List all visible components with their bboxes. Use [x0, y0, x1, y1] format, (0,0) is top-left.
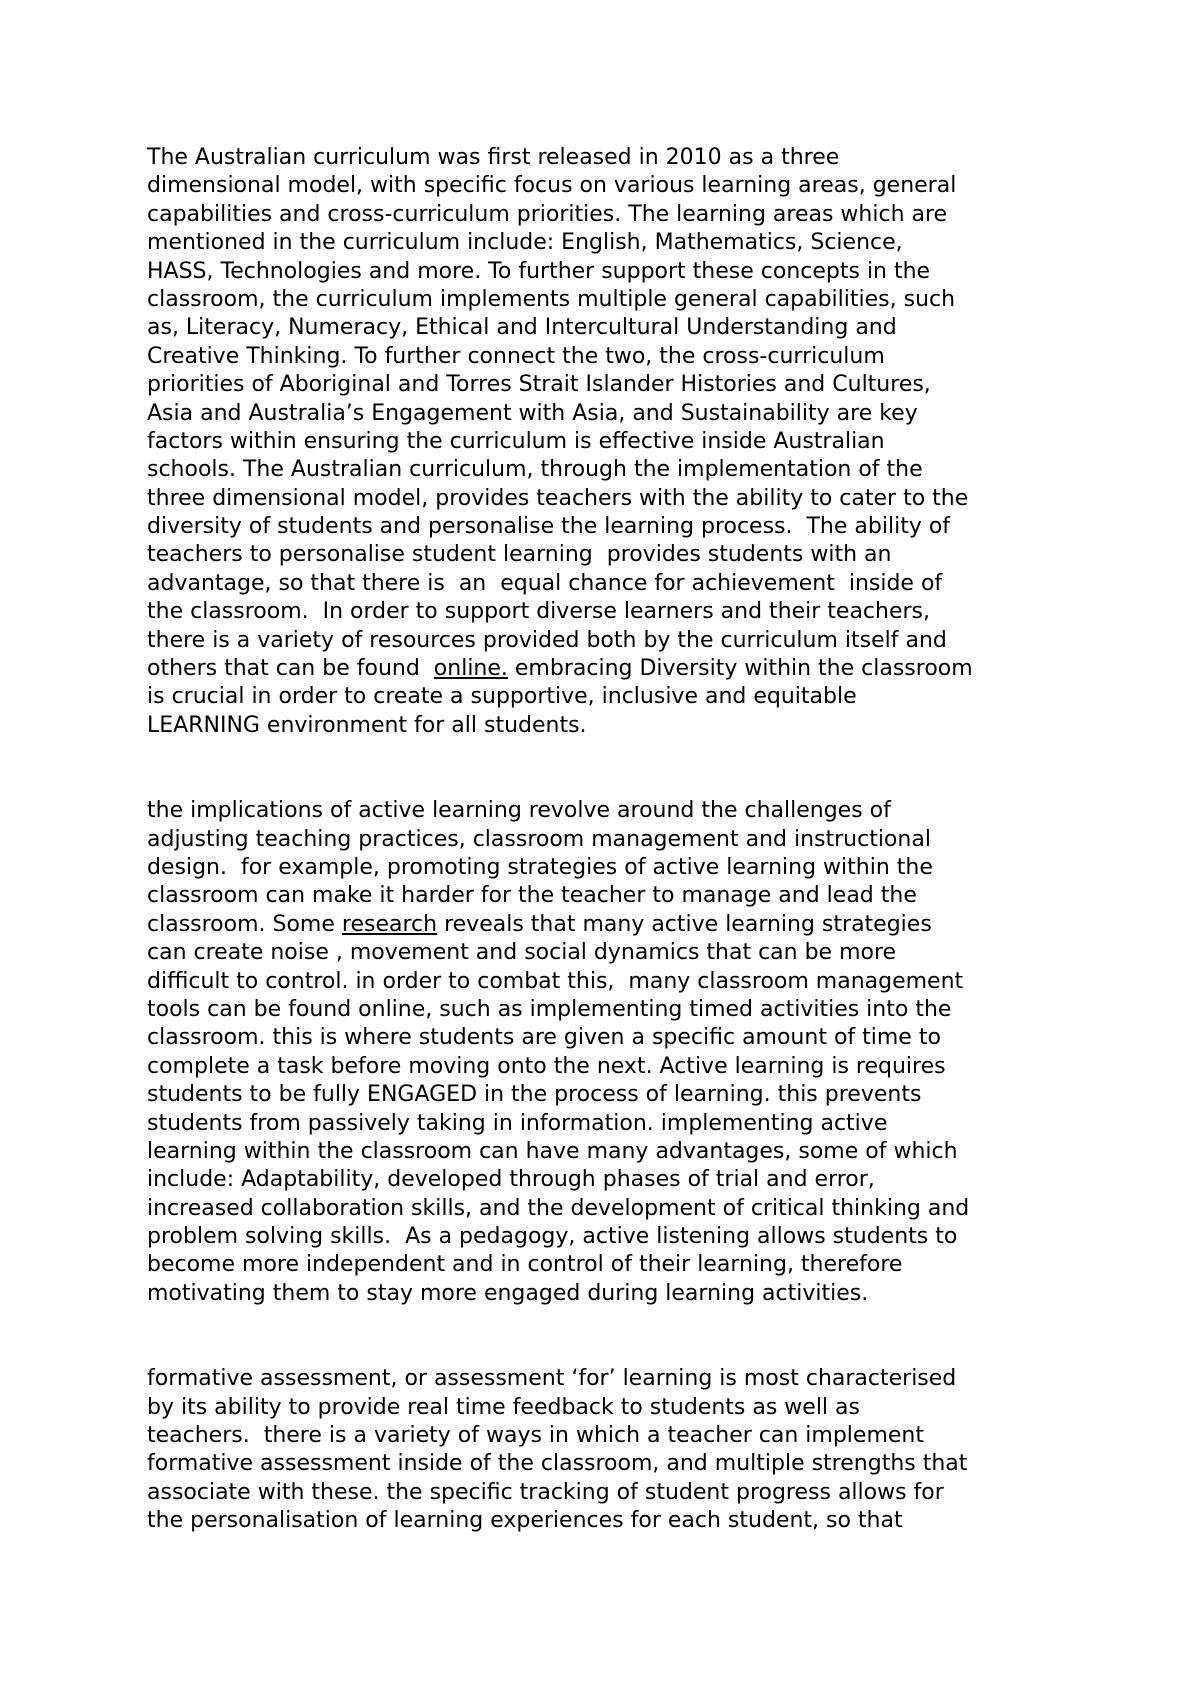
text-line — [147, 314, 1077, 342]
hyperlink[interactable]: online. — [433, 656, 508, 682]
text-line — [147, 1507, 1077, 1535]
text-segment: reveals that many active learning strategies — [437, 911, 932, 937]
text-segment: others that can be found — [147, 656, 434, 682]
text-segment: the personalisation of learning experiences for each student, so that — [147, 1508, 903, 1534]
text-segment: associate with these. the specific tracking of student progress allows for — [147, 1479, 944, 1505]
text-line — [147, 229, 1077, 257]
text-line — [147, 343, 1077, 371]
text-line — [147, 655, 1077, 683]
text-segment: schools. The Australian curriculum, through the implementation of the — [147, 457, 923, 483]
text-segment: design. for example, promoting strategies of active learning within the — [147, 854, 933, 880]
text-line — [147, 1110, 1077, 1138]
text-line — [147, 201, 1077, 229]
text-segment: LEARNING environment for all students. — [147, 712, 587, 738]
text-segment: embracing Diversity within the classroom — [507, 656, 973, 682]
text-line — [147, 712, 1077, 740]
text-segment: learning within the classroom can have many advantages, some of which — [147, 1138, 958, 1164]
text-line — [147, 1422, 1077, 1450]
text-segment: as, Literacy, Numeracy, Ethical and Intercultural Understanding and — [147, 315, 897, 341]
text-line — [147, 1195, 1077, 1223]
text-segment: Creative Thinking. To further connect the two, the cross-curriculum — [147, 343, 885, 369]
paragraph-spacer — [147, 740, 1077, 797]
text-line — [147, 1251, 1077, 1279]
text-segment: classroom, the curriculum implements multiple general capabilities, such — [147, 286, 956, 312]
text-line — [147, 400, 1077, 428]
text-segment: advantage, so that there is an equal chance for achievement inside of — [147, 570, 943, 596]
text-segment: become more independent and in control of their learning, therefore — [147, 1252, 903, 1278]
text-segment: formative assessment, or assessment ‘for’ learning is most characterised — [147, 1366, 957, 1392]
text-line — [147, 371, 1077, 399]
text-line — [147, 683, 1077, 711]
text-line — [147, 1479, 1077, 1507]
text-line — [147, 1365, 1077, 1393]
text-segment: mentioned in the curriculum include: English, Mathematics, Science, — [147, 230, 903, 256]
text-line — [147, 627, 1077, 655]
text-line — [147, 286, 1077, 314]
text-segment: capabilities and cross-curriculum priorities. The learning areas which are — [147, 201, 948, 227]
text-segment: formative assessment inside of the classroom, and multiple strengths that — [147, 1451, 968, 1477]
text-line — [147, 172, 1077, 200]
text-line — [147, 1053, 1077, 1081]
text-segment: difficult to control. in order to combat this, many classroom management — [147, 968, 964, 994]
text-segment: is crucial in order to create a supportive, inclusive and equitable — [147, 684, 857, 710]
text-segment: priorities of Aboriginal and Torres Strait Islander Histories and Cultures, — [147, 372, 931, 398]
text-segment: factors within ensuring the curriculum is effective inside Australian — [147, 428, 885, 454]
text-line — [147, 1138, 1077, 1166]
text-segment: students to be fully ENGAGED in the process of learning. this prevents — [147, 1082, 922, 1108]
paragraph-australian-curriculum — [147, 144, 1077, 740]
text-segment: three dimensional model, provides teachers with the ability to cater to the — [147, 485, 969, 511]
text-line — [147, 541, 1077, 569]
text-line — [147, 1223, 1077, 1251]
text-line — [147, 882, 1077, 910]
text-segment: adjusting teaching practices, classroom management and instructional — [147, 826, 931, 852]
text-segment: problem solving skills. As a pedagogy, active listening allows students to — [147, 1224, 958, 1250]
text-line — [147, 258, 1077, 286]
text-segment: classroom can make it harder for the teacher to manage and lead the — [147, 883, 917, 909]
text-segment: there is a variety of resources provided both by the curriculum itself and — [147, 627, 947, 653]
text-line — [147, 485, 1077, 513]
text-segment: the implications of active learning revolve around the challenges of — [147, 798, 891, 824]
text-line — [147, 598, 1077, 626]
paragraph-formative-assessment — [147, 1365, 1077, 1535]
text-line — [147, 1394, 1077, 1422]
text-line — [147, 428, 1077, 456]
text-line — [147, 797, 1077, 825]
text-line — [147, 854, 1077, 882]
text-segment: the classroom. In order to support diverse learners and their teachers, — [147, 599, 931, 625]
text-segment: by its ability to provide real time feedback to students as well as — [147, 1394, 860, 1420]
text-line — [147, 996, 1077, 1024]
text-segment: teachers to personalise student learning provides students with an — [147, 542, 892, 568]
text-line — [147, 1081, 1077, 1109]
text-line — [147, 1450, 1077, 1478]
text-segment: classroom. Some — [147, 911, 342, 937]
text-segment: include: Adaptability, developed through phases of trial and error, — [147, 1167, 875, 1193]
text-segment: dimensional model, with specific focus on various learning areas, general — [147, 173, 957, 199]
text-segment: motivating them to stay more engaged during learning activities. — [147, 1280, 869, 1306]
text-line — [147, 1166, 1077, 1194]
text-line — [147, 911, 1077, 939]
document-page — [147, 144, 1077, 1536]
text-line — [147, 513, 1077, 541]
text-segment: Asia and Australia’s Engagement with Asia, and Sustainability are key — [147, 400, 918, 426]
text-line — [147, 826, 1077, 854]
text-segment: diversity of students and personalise the learning process. The ability of — [147, 514, 951, 540]
text-line — [147, 456, 1077, 484]
text-line — [147, 1280, 1077, 1308]
text-segment: HASS, Technologies and more. To further support these concepts in the — [147, 258, 931, 284]
text-segment: can create noise , movement and social dynamics that can be more — [147, 940, 897, 966]
paragraph-spacer — [147, 1308, 1077, 1365]
paragraph-active-learning — [147, 797, 1077, 1308]
text-segment: tools can be found online, such as implementing timed activities into the — [147, 996, 952, 1022]
text-line — [147, 1024, 1077, 1052]
text-segment: classroom. this is where students are given a specific amount of time to — [147, 1025, 941, 1051]
text-line — [147, 968, 1077, 996]
text-segment: teachers. there is a variety of ways in which a teacher can implement — [147, 1423, 924, 1449]
text-line — [147, 570, 1077, 598]
text-line — [147, 144, 1077, 172]
hyperlink[interactable]: research — [341, 911, 438, 937]
text-segment: increased collaboration skills, and the development of critical thinking and — [147, 1195, 970, 1221]
text-line — [147, 939, 1077, 967]
text-segment: The Australian curriculum was first released in 2010 as a three — [147, 145, 840, 170]
text-segment: complete a task before moving onto the next. Active learning is requires — [147, 1053, 946, 1079]
text-segment: students from passively taking in information. implementing active — [147, 1110, 888, 1136]
